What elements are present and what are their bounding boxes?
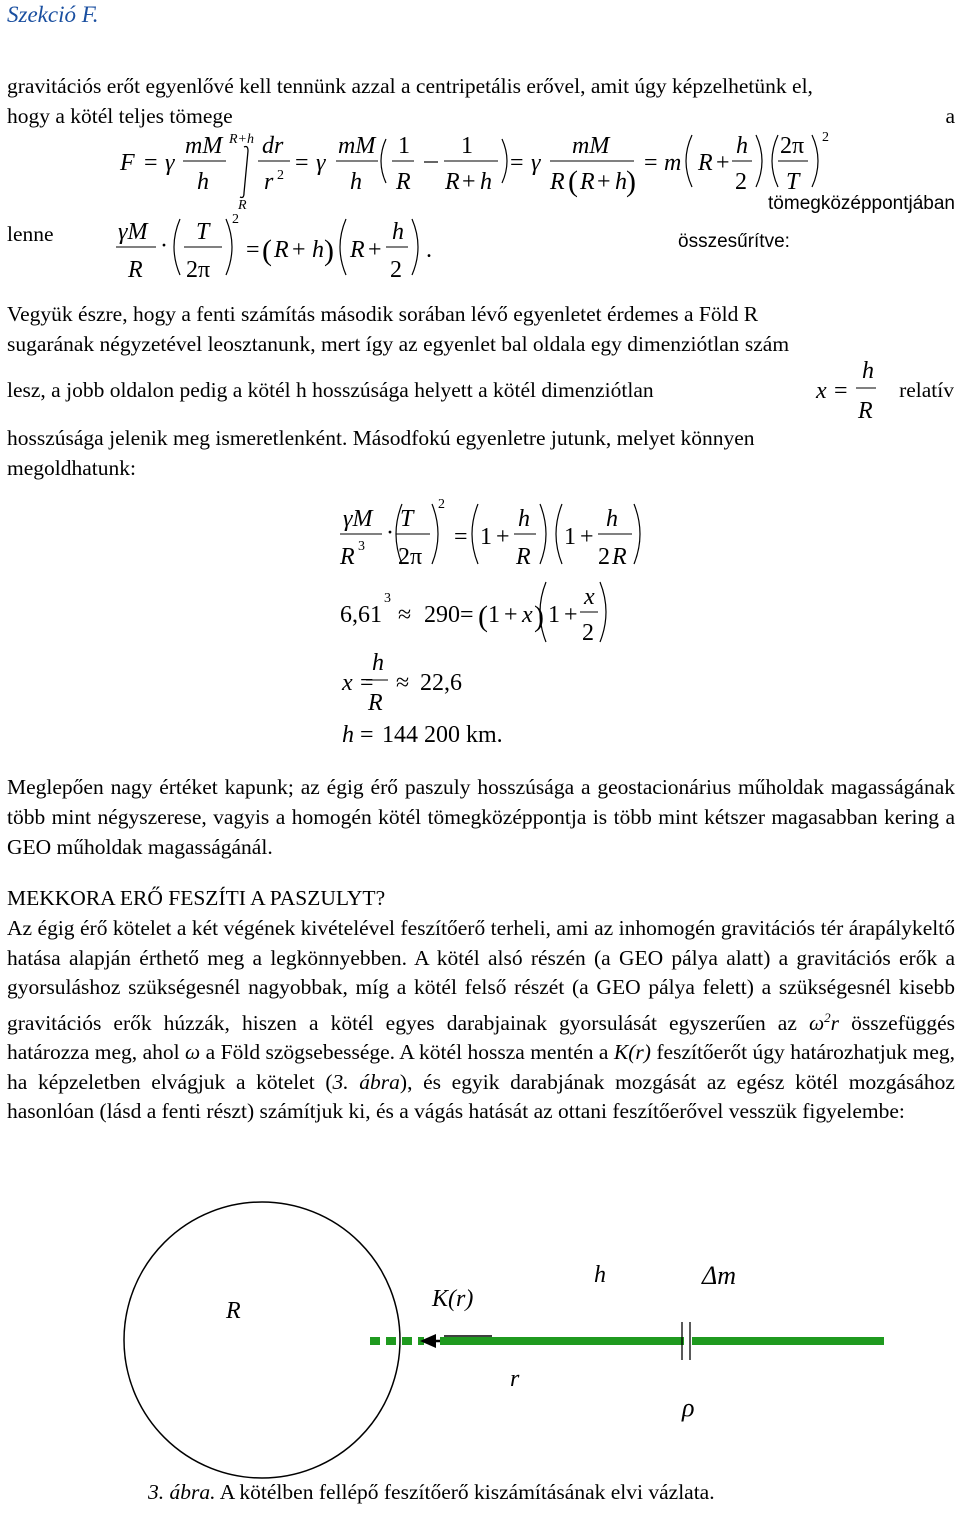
svg-text:2π: 2π [780, 133, 805, 159]
svg-text:3: 3 [384, 591, 391, 606]
svg-text:+: + [597, 169, 611, 195]
figure-caption [148, 1480, 715, 1505]
svg-text:h: h [372, 650, 384, 676]
paragraph-3 [7, 914, 955, 1127]
svg-text:γ: γ [316, 150, 326, 176]
svg-text:1: 1 [398, 133, 410, 159]
svg-text:1: 1 [548, 602, 560, 628]
svg-text:R: R [698, 150, 713, 176]
figure-reference: 3. ábra [332, 1069, 400, 1094]
svg-text:·: · [386, 520, 394, 546]
p1-line-2 [7, 332, 955, 357]
label-rho: ρ [682, 1393, 695, 1422]
svg-text:h: h [862, 358, 874, 384]
svg-text:2π: 2π [186, 257, 211, 283]
svg-text:≈: ≈ [398, 602, 412, 628]
svg-text:R: R [445, 169, 460, 195]
approx-mid: 290 [424, 602, 460, 628]
intro-line-2-right: a [945, 104, 955, 128]
svg-text:h: h [615, 169, 627, 195]
svg-text:T: T [400, 506, 414, 532]
p1-line-3-right: relatív [899, 378, 954, 402]
svg-text:2: 2 [822, 130, 829, 145]
svg-text:≈: ≈ [396, 670, 410, 696]
svg-text:+: + [716, 150, 730, 176]
p1-line-4-text: hosszúsága jelenik meg ismeretlenként. Másodfokú egyenletre jutunk, melyet könnyen [7, 426, 755, 450]
svg-text:h: h [197, 169, 209, 195]
svg-text:mM: mM [572, 133, 610, 159]
svg-text:R: R [396, 169, 411, 195]
label-K: K(r) [432, 1286, 474, 1312]
svg-text:h: h [736, 133, 748, 159]
svg-text:R: R [274, 237, 289, 263]
p3-part-4: feszítőerőt úgy határozhatjuk meg, ha képzeletben elvágjuk a kötelet ( [7, 1040, 956, 1094]
svg-text:+: + [292, 237, 306, 263]
svg-text:+: + [496, 524, 510, 550]
force-arrow-head [420, 1334, 436, 1348]
svg-text:x: x [816, 378, 827, 404]
svg-text:h: h [518, 506, 530, 532]
svg-text:γM: γM [343, 506, 373, 532]
svg-text:R: R [550, 169, 565, 195]
svg-text:1: 1 [480, 524, 492, 550]
svg-text:r: r [264, 169, 274, 195]
svg-text:R+h: R+h [229, 132, 254, 147]
svg-text:h: h [606, 506, 618, 532]
svg-text:F: F [120, 150, 135, 176]
svg-text:): ) [626, 165, 636, 198]
svg-text:R: R [340, 544, 355, 570]
svg-text:h: h [312, 237, 324, 263]
p3-part-2: összefüggés határozza meg, ahol [7, 1010, 956, 1065]
osszesuritve-text: összesűrítve: [678, 231, 790, 252]
svg-text:=: = [834, 378, 848, 404]
paragraph-2: Meglepően nagy értéket kapunk; az égig érő paszuly hosszúsága a geostacionárius műholdak magasságának több mint négyszerese, vagyis a homogén kötél tömegközéppontja is több mint kétszer magasabban kering a GEO műholdak magasságánál. [7, 775, 955, 859]
svg-text:2: 2 [582, 620, 594, 646]
svg-text:R: R [128, 257, 143, 283]
label-R: R [226, 1298, 241, 1324]
svg-text:x: x [584, 584, 595, 610]
svg-text:=: = [454, 524, 468, 550]
svg-text:h: h [342, 722, 354, 748]
svg-text:R: R [612, 544, 627, 570]
svg-text:+: + [564, 602, 578, 628]
svg-text:R: R [368, 690, 383, 716]
p1-line-1 [7, 302, 955, 327]
svg-text:mM: mM [185, 133, 223, 159]
svg-text:3: 3 [358, 539, 365, 554]
svg-text:=: = [295, 150, 309, 176]
p1-line-1-text: Vegyük észre, hogy a fenti számítás második sorában lévő egyenletet érdemes a Föld R [7, 302, 759, 326]
svg-text:γM: γM [118, 219, 148, 245]
label-r: r [510, 1366, 520, 1392]
omega-symbol: ω [185, 1040, 201, 1065]
svg-text:2: 2 [390, 257, 402, 283]
x-definition [810, 356, 880, 426]
svg-text:=: = [460, 602, 474, 628]
caption-text: A kötélben fellépő feszítőerő kiszámításának elvi vázlata. [219, 1480, 715, 1504]
p3-part-3: a Föld szögsebessége. A kötél hossza mentén a [205, 1040, 609, 1065]
svg-text:(: ( [262, 234, 272, 267]
svg-text:+: + [368, 237, 382, 263]
svg-text:(: ( [568, 165, 578, 198]
svg-text:1: 1 [488, 602, 500, 628]
svg-text:): ) [534, 600, 544, 633]
svg-text:2: 2 [438, 497, 445, 512]
svg-text:=: = [360, 722, 374, 748]
omega-sq-r: $\omega^2r$ [808, 1009, 840, 1035]
svg-text:x: x [342, 670, 353, 696]
svg-text:1: 1 [564, 524, 576, 550]
kr-symbol: K(r) [613, 1040, 651, 1065]
svg-text:=: = [360, 670, 374, 696]
p1-line-2-text: sugarának négyzetével leosztanunk, mert így az egyenlet bal oldala egy dimenziótlan szám [7, 332, 790, 356]
svg-text:h: h [350, 169, 362, 195]
svg-text:T: T [786, 169, 800, 195]
p3-part-1: Az égig érő kötelet a két végének kivételével feszítőerő terheli, ami az inhomogén gravitációs tér árapálykeltő hatása alapján érthető meg a legkönnyebben. A kötél alsó részén (a GEO pálya alatt) a gravitációs erők a gyorsuláshoz szükségesnél nagyobbak, míg a kötél felső részét (a GEO pálya felett) a szükségesnél kisebb gravitációs erők húzzák, hiszen a kötél egyes darabjainak gyorsulását egyszerűen az [7, 916, 955, 1035]
intro-line-2-left: hogy a kötél teljes tömege [7, 104, 233, 128]
svg-text:2: 2 [598, 544, 610, 570]
svg-text:2: 2 [277, 168, 284, 183]
svg-text:2π: 2π [398, 544, 423, 570]
intro-line-1-text: gravitációs erőt egyenlővé kell tennünk azzal a centripetális erővel, amit úgy képzelhetünk el, [7, 74, 813, 98]
svg-text:·: · [160, 233, 168, 259]
svg-text:γ: γ [531, 150, 541, 176]
svg-text:T: T [196, 219, 210, 245]
solution-equations [0, 492, 700, 752]
caption-number: 3. ábra. [148, 1480, 216, 1504]
lenne-text: lenne [7, 222, 54, 246]
p1-line-4 [7, 426, 955, 451]
svg-text:=: = [246, 237, 260, 263]
svg-text:x: x [522, 602, 533, 628]
svg-text:.: . [426, 237, 432, 263]
section-heading: MEKKORA ERŐ FESZÍTI A PASZULYT? [7, 886, 386, 910]
svg-text:mM: mM [338, 133, 376, 159]
svg-text:=: = [510, 150, 524, 176]
svg-text:γ: γ [165, 150, 175, 176]
figure-3-diagram [0, 1220, 960, 1460]
balance-equation [0, 205, 700, 285]
svg-text:R: R [238, 198, 247, 213]
svg-text:R: R [580, 169, 595, 195]
svg-text:+: + [504, 602, 518, 628]
svg-text:2: 2 [232, 212, 239, 227]
p3-part-5: ), és egyik darabjának mozgását az egész kötél mozgásához hasonlóan (lásd a fenti részt) számítjuk ki, és a vágás hatását az ottani feszítőerővel vesszük figyelembe: [7, 1069, 955, 1124]
svg-text:m: m [664, 150, 682, 176]
svg-text:R: R [858, 398, 873, 424]
approx-lhs: 6,61 [340, 602, 382, 628]
h-result: 144 200 km. [382, 722, 503, 748]
svg-text:=: = [644, 150, 658, 176]
tomegkozeppont-text: tömegközéppontjában [768, 193, 955, 214]
svg-text:+: + [580, 524, 594, 550]
intro-line-1 [7, 74, 955, 99]
svg-text:h: h [480, 169, 492, 195]
section-header: Szekció F. [7, 2, 99, 27]
svg-text:1: 1 [461, 133, 473, 159]
p1-line-5: megoldhatunk: [7, 456, 136, 480]
earth-circle [124, 1202, 400, 1478]
label-dm: Δm [702, 1261, 737, 1290]
label-h: h [594, 1262, 606, 1288]
svg-text:2: 2 [735, 169, 747, 195]
svg-text:+: + [462, 169, 476, 195]
p1-line-3-left: lesz, a jobb oldalon pedig a kötél h hosszúsága helyett a kötél dimenziótlan [7, 378, 654, 402]
x-result: 22,6 [420, 670, 462, 696]
svg-text:R: R [350, 237, 365, 263]
svg-text:R: R [516, 544, 531, 570]
svg-text:=: = [144, 150, 158, 176]
svg-text:(: ( [478, 600, 488, 633]
svg-text:dr: dr [262, 133, 284, 159]
svg-text:): ) [324, 234, 334, 267]
svg-text:h: h [392, 219, 404, 245]
